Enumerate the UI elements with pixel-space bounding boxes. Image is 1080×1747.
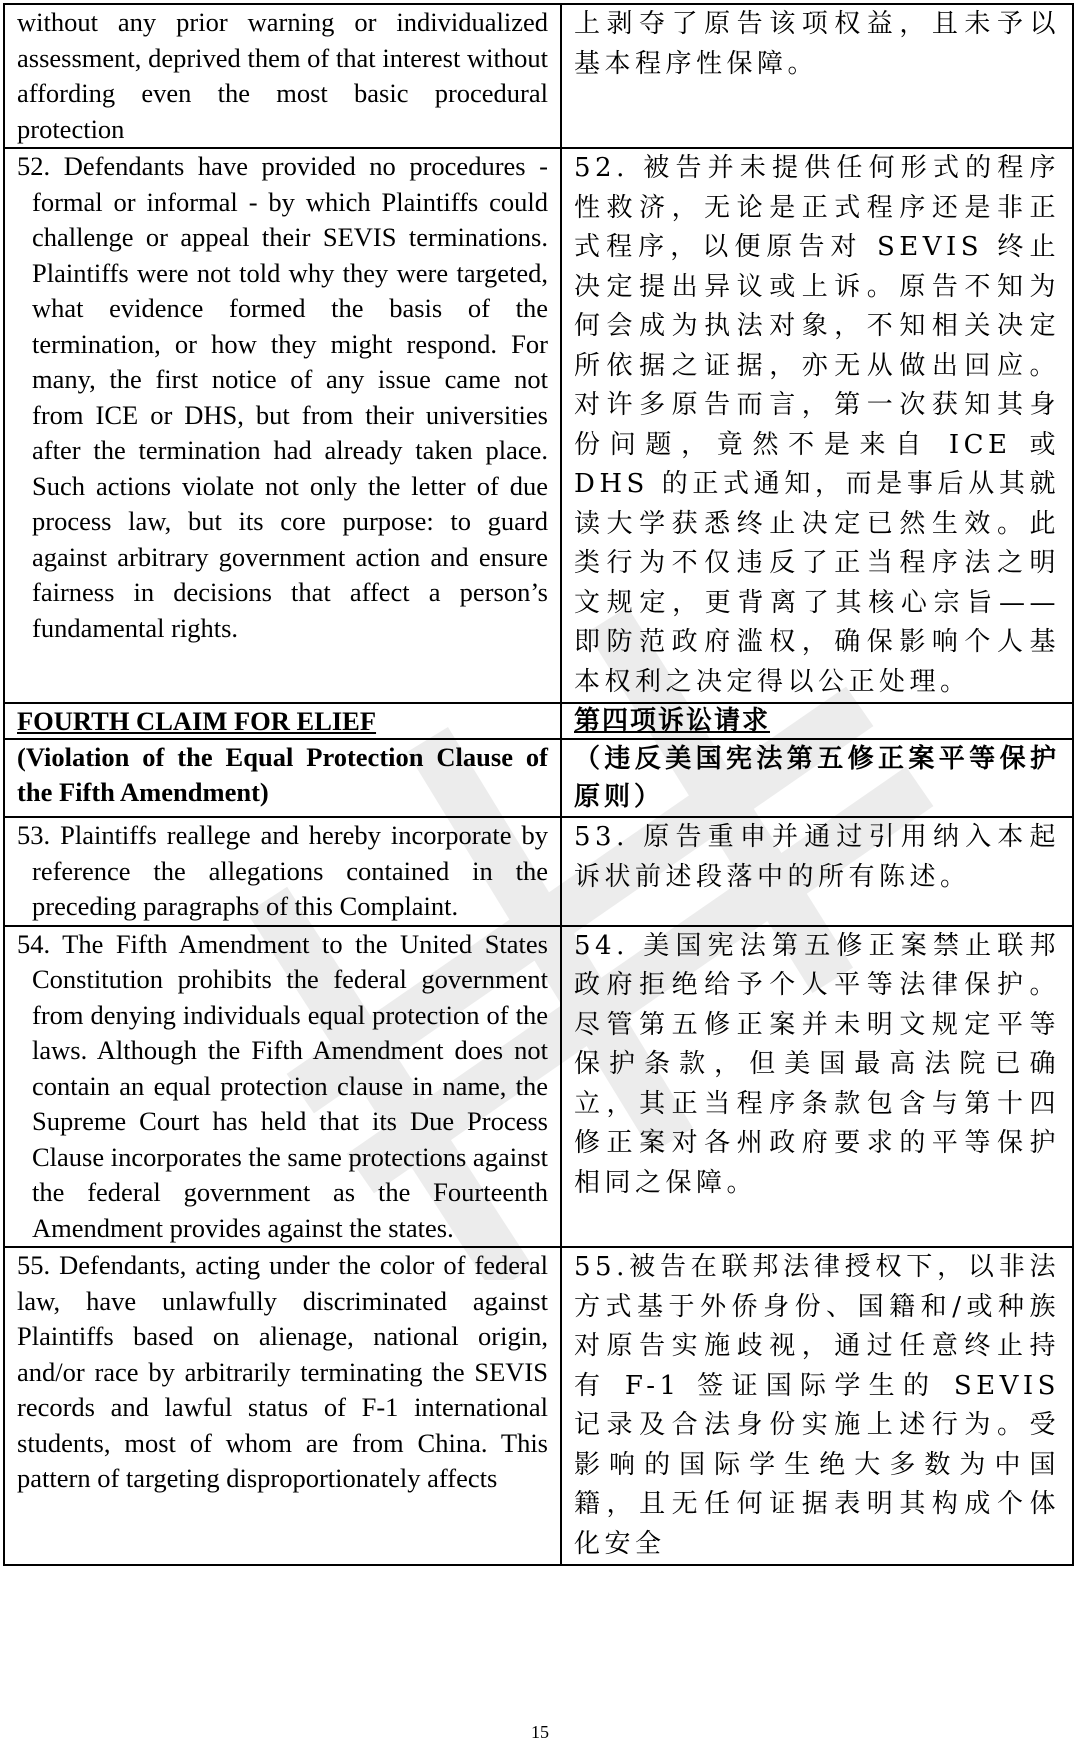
english-cell [4, 817, 561, 926]
chinese-cell: 53. 原告重申并通过引用纳入本起诉状前述段落中的所有陈述。 [561, 817, 1073, 926]
table-row [4, 1247, 1073, 1565]
paragraph-53-en: 53. Plaintiffs reallege and hereby incorporate by reference the allegations contained in the preceding paragraphs of this Complaint. [17, 820, 548, 921]
page-number: 15 [531, 1722, 549, 1742]
english-cell [4, 148, 561, 703]
english-cell: 55. Defendants, acting under the color of federal law, have unlawfully discriminated against Plaintiffs based on alienage, national origin, and/or race by arbitrarily terminating the SEVIS records and lawful status of F-1 international students, most of whom are from China. This pattern of targeting disproportionately affects [4, 1247, 561, 1565]
paragraph-52-en: 52. Defendants have provided no procedures -formal or informal - by which Plaintiffs could challenge or appeal their SEVIS terminations. Plaintiffs were not told why they were targeted, what evidence formed the basis of the termination, or how they might respond. For many, the first notice of any issue came not from ICE or DHS, but from their universities after the termination had already taken place. Such actions violate not only the letter of due process law, but its core purpose: to guard against arbitrary government action and ensure fairness in decisions that affect a person’s fundamental rights. [17, 151, 548, 643]
chinese-cell: 52. 被告并未提供任何形式的程序性救济，无论是正式程序还是非正式程序，以便原告对 SEVIS 终止决定提出异议或上诉。原告不知为何会成为执法对象，不知相关决定所依据之证据，亦无从做出回应。对许多原告而言，第一次获知其身份问题，竟然不是来自 ICE 或 DHS 的正式通知，而是事后从其就读大学获悉终止决定已然生效。此类行为不仅违反了正当程序法之明文规定，更背离了其核心宗旨——即防范政府滥权，确保影响个人基本权利之决定得以公正处理。 [561, 148, 1073, 703]
table-row [4, 703, 1073, 739]
english-cell: without any prior warning or individualized assessment, deprived them of that interest without affording even the most basic procedural protection [4, 4, 561, 148]
claim-heading-en: FOURTH CLAIM FOR ELIEF [4, 703, 561, 739]
claim-subheading-zh: （违反美国宪法第五修正案平等保护原则） [561, 739, 1073, 817]
chinese-cell: 上剥夺了原告该项权益，且未予以基本程序性保障。 [561, 4, 1073, 148]
english-cell [4, 926, 561, 1248]
chinese-cell: 55.被告在联邦法律授权下，以非法方式基于外侨身份、国籍和/或种族对原告实施歧视，通过任意终止持有 F-1 签证国际学生的 SEVIS 记录及合法身份实施上述行为。受影响的国际学生绝大多数为中国籍，且无任何证据表明其构成个体化安全 [561, 1247, 1073, 1565]
chinese-cell: 54. 美国宪法第五修正案禁止联邦政府拒绝给予个人平等法律保护。尽管第五修正案并未明文规定平等保护条款，但美国最高法院已确立，其正当程序条款包含与第十四修正案对各州政府要求的平等保护相同之保障。 [561, 926, 1073, 1248]
table-row [4, 148, 1073, 703]
table-row [4, 817, 1073, 926]
table-row [4, 739, 1073, 817]
table-row [4, 926, 1073, 1248]
bilingual-complaint-table [3, 3, 1074, 1566]
table-row [4, 4, 1073, 148]
paragraph-54-en: 54. The Fifth Amendment to the United States Constitution prohibits the federal government from denying individuals equal protection of the laws. Although the Fifth Amendment does not contain an equal protection clause in name, the Supreme Court has held that its Due Process Clause incorporates the same protections against the federal government as the Fourteenth Amendment provides against the states. [17, 928, 548, 1243]
claim-heading-zh: 第四项诉讼请求 [561, 703, 1073, 739]
claim-subheading-en: (Violation of the Equal Protection Clause of the Fifth Amendment) [4, 739, 561, 817]
